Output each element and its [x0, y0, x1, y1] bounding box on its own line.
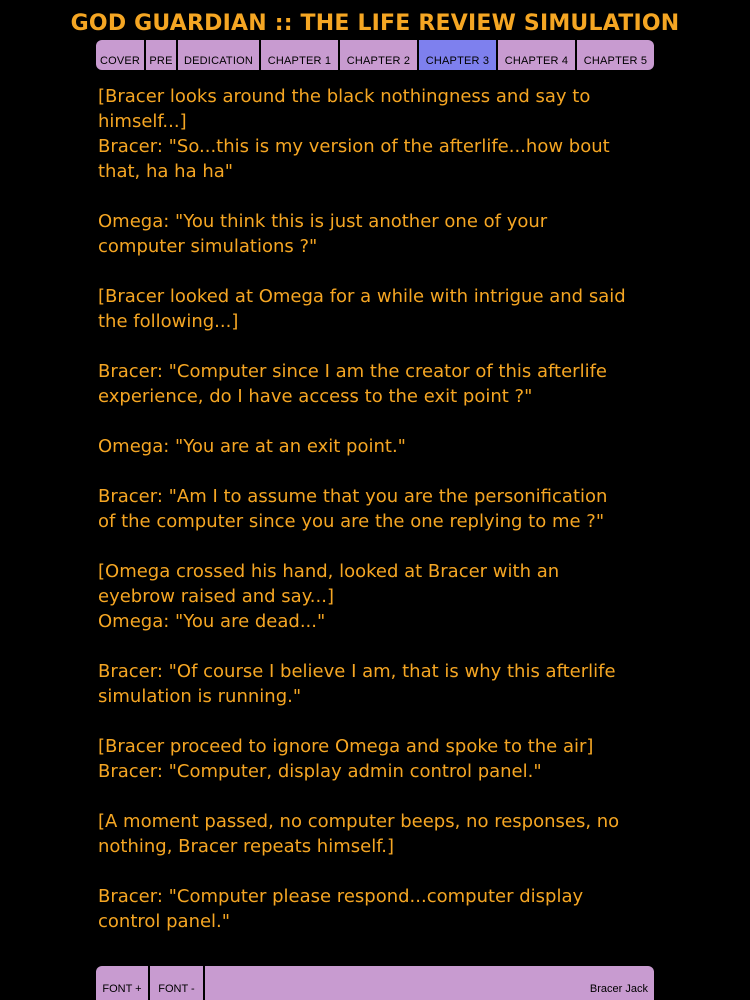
tab-cover[interactable]: COVER — [96, 40, 146, 70]
text-line: [Bracer looks around the black nothingness and say to — [98, 86, 591, 107]
text-line: Bracer: "Of course I believe I am, that is why this afterlife — [98, 661, 616, 682]
text-line: [Bracer proceed to ignore Omega and spoke to the air] — [98, 736, 594, 757]
text-line: Bracer: "Computer please respond...computer display — [98, 886, 584, 907]
chapter-text — [98, 84, 658, 959]
text-line: Omega: "You are at an exit point." — [98, 436, 406, 457]
footer-bar — [96, 966, 654, 1000]
tab-chapter-5[interactable]: CHAPTER 5 — [583, 55, 648, 67]
text-line: control panel." — [98, 911, 231, 932]
tab-chapter-3[interactable]: CHAPTER 3 — [419, 40, 498, 70]
paragraph — [98, 434, 658, 459]
text-line: experience, do I have access to the exit point ?" — [98, 386, 533, 407]
paragraph — [98, 484, 658, 534]
text-line: [Omega crossed his hand, looked at Bracer with an — [98, 561, 560, 582]
paragraph — [98, 209, 658, 259]
page-title: GOD GUARDIAN :: THE LIFE REVIEW SIMULATION — [70, 11, 680, 36]
paragraph — [98, 284, 658, 334]
font-decrease-button[interactable]: FONT - — [150, 966, 205, 1000]
paragraph — [98, 659, 658, 709]
text-line: [Bracer looked at Omega for a while with intrigue and said — [98, 286, 626, 307]
text-line: Bracer: "So...this is my version of the afterlife...how bout — [98, 136, 610, 157]
author-name: Bracer Jack — [589, 983, 648, 995]
text-line: [A moment passed, no computer beeps, no responses, no — [98, 811, 620, 832]
text-line: simulation is running." — [98, 686, 302, 707]
text-line: Omega: "You are dead..." — [98, 611, 326, 632]
paragraph — [98, 559, 658, 634]
tab-dedication[interactable]: DEDICATION — [178, 40, 261, 70]
text-line: Bracer: "Computer, display admin control panel." — [98, 761, 542, 782]
tab-pre[interactable]: PRE — [146, 40, 178, 70]
text-line: himself...] — [98, 111, 187, 132]
tab-chapter-4[interactable]: CHAPTER 4 — [498, 40, 577, 70]
text-line: Bracer: "Am I to assume that you are the personification — [98, 486, 608, 507]
tab-chapter-2[interactable]: CHAPTER 2 — [340, 40, 419, 70]
paragraph — [98, 809, 658, 859]
paragraph — [98, 884, 658, 934]
font-increase-button[interactable]: FONT + — [96, 966, 150, 1000]
text-line: computer simulations ?" — [98, 236, 318, 257]
paragraph — [98, 359, 658, 409]
text-line: that, ha ha ha" — [98, 161, 234, 182]
text-line: the following...] — [98, 311, 239, 332]
text-line: eyebrow raised and say...] — [98, 586, 334, 607]
text-line: of the computer since you are the one replying to me ?" — [98, 511, 605, 532]
tab-chapter-1[interactable]: CHAPTER 1 — [261, 40, 340, 70]
text-line: Omega: "You think this is just another one of your — [98, 211, 548, 232]
paragraph — [98, 734, 658, 784]
text-line: Bracer: "Computer since I am the creator of this afterlife — [98, 361, 607, 382]
text-line: nothing, Bracer repeats himself.] — [98, 836, 394, 857]
chapter-nav — [96, 40, 654, 70]
paragraph — [98, 84, 658, 184]
